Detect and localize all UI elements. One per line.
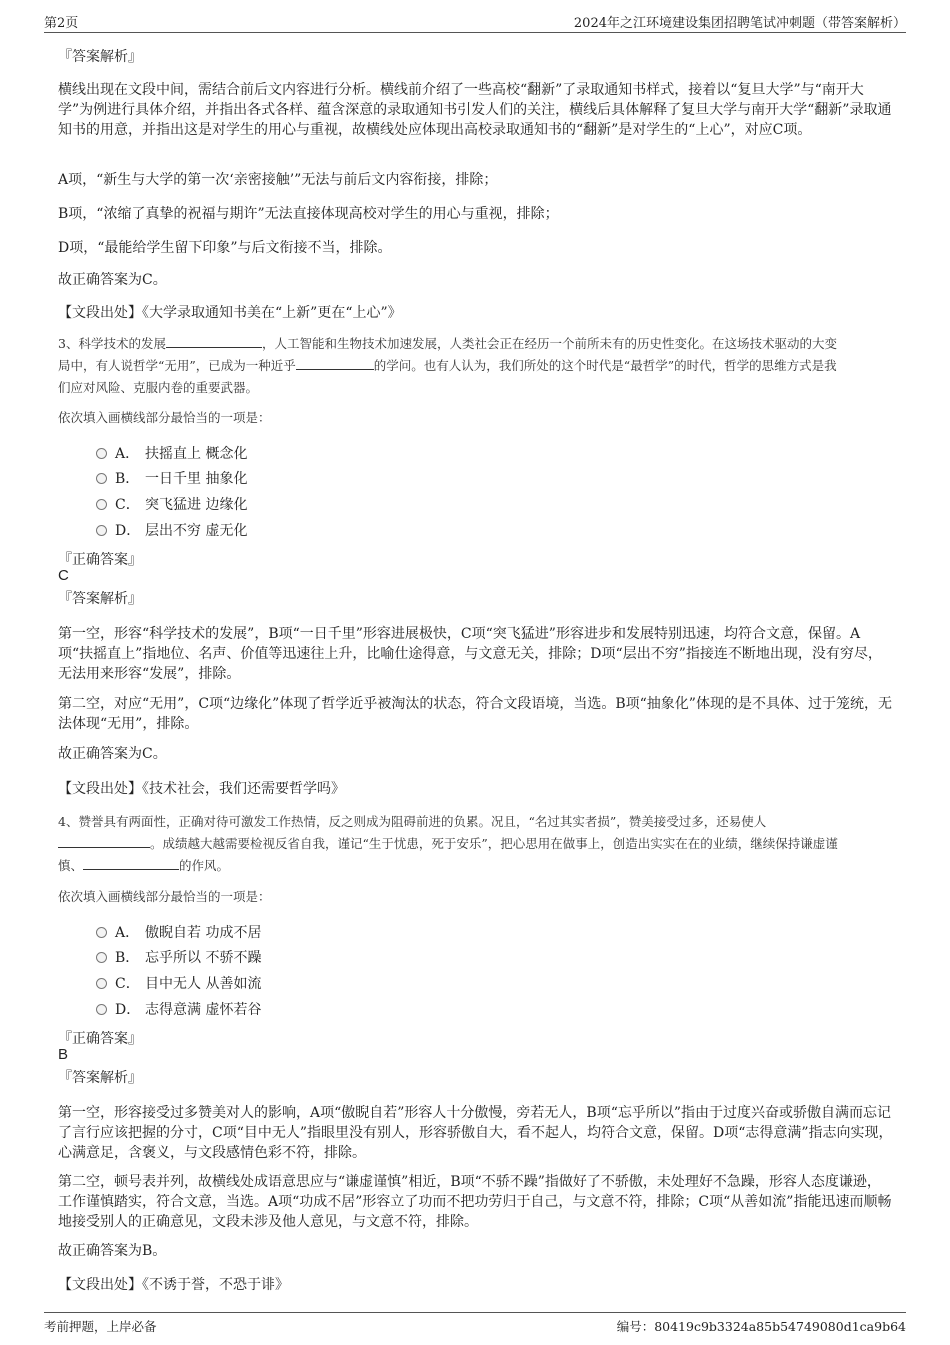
q4-stem-part: 的作风。 — [179, 858, 230, 873]
q2-analysis-para: 横线出现在文段中间，需结合前后文内容进行分析。横线前介绍了一些高校“翻新”了录取通知书样式，接着以“复旦大学”与“南开大学”为例进行具体介绍，并指出各式各样、蕴含深意的录取通知书引发人们的关注，横线后具体解释了复旦大学与南开大学“翻新”录取通知书的用意，并指出这是对学生的用心与重视，故横线处应体现出高校录取通知书的“翻新”是对学生的“上心”，对应C项。 — [58, 82, 892, 138]
q4-stem-part: 慎、 — [58, 858, 84, 873]
option-text: 层出不穷 虚无化 — [145, 523, 248, 539]
option-letter: C． — [115, 976, 140, 992]
q4-stem — [58, 811, 894, 877]
q3-option-b[interactable] — [96, 469, 247, 489]
option-text: 志得意满 虚怀若谷 — [145, 1002, 262, 1018]
q3-stem-part: 们应对风险、克服内卷的重要武器。 — [58, 380, 259, 395]
option-letter: C． — [115, 497, 140, 513]
option-letter: D． — [115, 1002, 141, 1018]
q4-correct-answer: B — [58, 1046, 69, 1063]
q4-option-d[interactable] — [96, 1000, 261, 1020]
q4-stem-part: 4、赞誉具有两面性，正确对待可激发工作热情，反之则成为阻碍前进的负累。况且，“名过其实者损”，赞美接受过多，还易使人 — [58, 814, 767, 829]
answer-blank — [83, 857, 179, 870]
q4-option-a[interactable] — [96, 923, 261, 943]
q2-note-b: B项，“浓缩了真挚的祝福与期许”无法直接体现高校对学生的用心与重视，排除； — [58, 206, 559, 222]
q3-correct-answer: C — [58, 567, 69, 584]
q2-source: 【文段出处】《大学录取通知书美在“上新”更在“上心”》 — [58, 305, 402, 321]
q4-stem-part: 。成绩越大越需要检视反省自我，谨记“生于忧患，死于安乐”，把心思用在做事上，创造出实实在在的业绩，继续保持谦虚谨 — [150, 836, 838, 851]
radio-icon[interactable] — [96, 448, 107, 459]
q3-analysis-para1: 第一空，形容“科学技术的发展”，B项“一日千里”形容进展极快，C项“突飞猛进”形容进步和发展特别迅速，均符合文意，保留。A项“扶摇直上”指地位、名声、价值等迅速往上升，比喻仕途得意，与文意无关，排除；D项“层出不穷”指接连不断地出现，没有穷尽，无法用来形容“发展”，排除。 — [58, 626, 882, 682]
answer-blank — [296, 357, 374, 370]
q4-prompt: 依次填入画横线部分最恰当的一项是： — [58, 889, 271, 904]
q2-analysis-title: 『答案解析』 — [58, 49, 142, 65]
q3-analysis-para2: 第二空，对应“无用”，C项“边缘化”体现了哲学近乎被淘汰的状态，符合文段语境，当选。B项“抽象化”体现的是不具体、过于笼统，无法体现“无用”，排除。 — [58, 696, 892, 732]
page-number: 第2页 — [44, 16, 79, 31]
document-id: 编号：80419c9b3324a85b54749080d1ca9b64 — [616, 1319, 906, 1334]
page-footer — [44, 1312, 906, 1335]
q3-analysis-title: 『答案解析』 — [58, 591, 142, 607]
q3-stem-part: 3、科学技术的发展 — [58, 336, 166, 351]
radio-icon[interactable] — [96, 978, 107, 989]
q4-option-b[interactable] — [96, 948, 261, 968]
q3-prompt: 依次填入画横线部分最恰当的一项是： — [58, 410, 271, 425]
q3-stem-part: ，人工智能和生物技术加速发展，人类社会正在经历一个前所未有的历史性变化。在这场技术驱动的大变 — [261, 336, 837, 351]
q3-conclusion: 故正确答案为C。 — [58, 746, 167, 762]
radio-icon[interactable] — [96, 473, 107, 484]
q3-correct-title: 『正确答案』 — [58, 552, 142, 568]
q2-note-d: D项，“最能给学生留下印象”与后文衔接不当，排除。 — [58, 240, 392, 256]
radio-icon[interactable] — [96, 927, 107, 938]
q4-conclusion: 故正确答案为B。 — [58, 1243, 167, 1259]
q3-stem-part: 的学问。也有人认为，我们所处的这个时代是“最哲学”的时代，哲学的思维方式是我 — [373, 358, 837, 373]
option-letter: B． — [115, 950, 140, 966]
q4-source: 【文段出处】《不诱于誉，不恐于诽》 — [58, 1277, 289, 1293]
option-letter: A． — [115, 925, 140, 941]
option-letter: D． — [115, 523, 141, 539]
radio-icon[interactable] — [96, 1004, 107, 1015]
option-text: 一日千里 抽象化 — [145, 471, 248, 487]
option-text: 突飞猛进 边缘化 — [145, 497, 248, 513]
option-text: 傲睨自若 功成不居 — [145, 925, 262, 941]
option-letter: A． — [115, 446, 140, 462]
q4-analysis-para1: 第一空，形容接受过多赞美对人的影响，A项“傲睨自若”形容人十分傲慢，旁若无人，B项“忘乎所以”指由于过度兴奋或骄傲自满而忘记了言行应该把握的分寸，C项“目中无人”指眼里没有别人，形容骄傲自大，看不起人，均符合文意，保留。D项“志得意满”指志向实现，心满意足，含褒义，与文段感情色彩不符，排除。 — [58, 1105, 893, 1161]
q3-stem-part: 局中，有人说哲学“无用”，已成为一种近乎 — [58, 358, 296, 373]
q2-conclusion: 故正确答案为C。 — [58, 272, 167, 288]
answer-blank — [166, 335, 262, 348]
q4-analysis-title: 『答案解析』 — [58, 1070, 142, 1086]
q3-source: 【文段出处】《技术社会，我们还需要哲学吗》 — [58, 781, 345, 797]
radio-icon[interactable] — [96, 952, 107, 963]
q4-analysis-para2: 第二空，顿号表并列，故横线处成语意思应与“谦虚谨慎”相近，B项“不骄不躁”指做好了不骄傲，未处理好不急躁，形容人态度谦逊，工作谨慎踏实，符合文意，当选。A项“功成不居”形容立了功而不把功劳归于自己，与文意不符，排除；C项“从善如流”指能迅速而顺畅地接受别人的正确意见，文段未涉及他人意见，与文意不符，排除。 — [58, 1174, 892, 1230]
page-header — [44, 10, 906, 33]
answer-blank — [58, 835, 150, 848]
q4-correct-title: 『正确答案』 — [58, 1031, 142, 1047]
q4-option-c[interactable] — [96, 974, 261, 994]
footer-slogan: 考前押题，上岸必备 — [44, 1319, 157, 1334]
option-text: 目中无人 从善如流 — [145, 976, 262, 992]
q3-option-c[interactable] — [96, 495, 247, 515]
q3-option-d[interactable] — [96, 521, 247, 541]
option-text: 忘乎所以 不骄不躁 — [145, 950, 262, 966]
radio-icon[interactable] — [96, 499, 107, 510]
q3-stem — [58, 333, 894, 399]
option-text: 扶摇直上 概念化 — [145, 446, 248, 462]
document-title: 2024年之江环境建设集团招聘笔试冲刺题（带答案解析） — [573, 16, 906, 31]
radio-icon[interactable] — [96, 525, 107, 536]
q2-note-a: A项，“新生与大学的第一次‘亲密接触’”无法与前后文内容衔接，排除； — [58, 172, 498, 188]
option-letter: B． — [115, 471, 140, 487]
q3-option-a[interactable] — [96, 444, 247, 464]
